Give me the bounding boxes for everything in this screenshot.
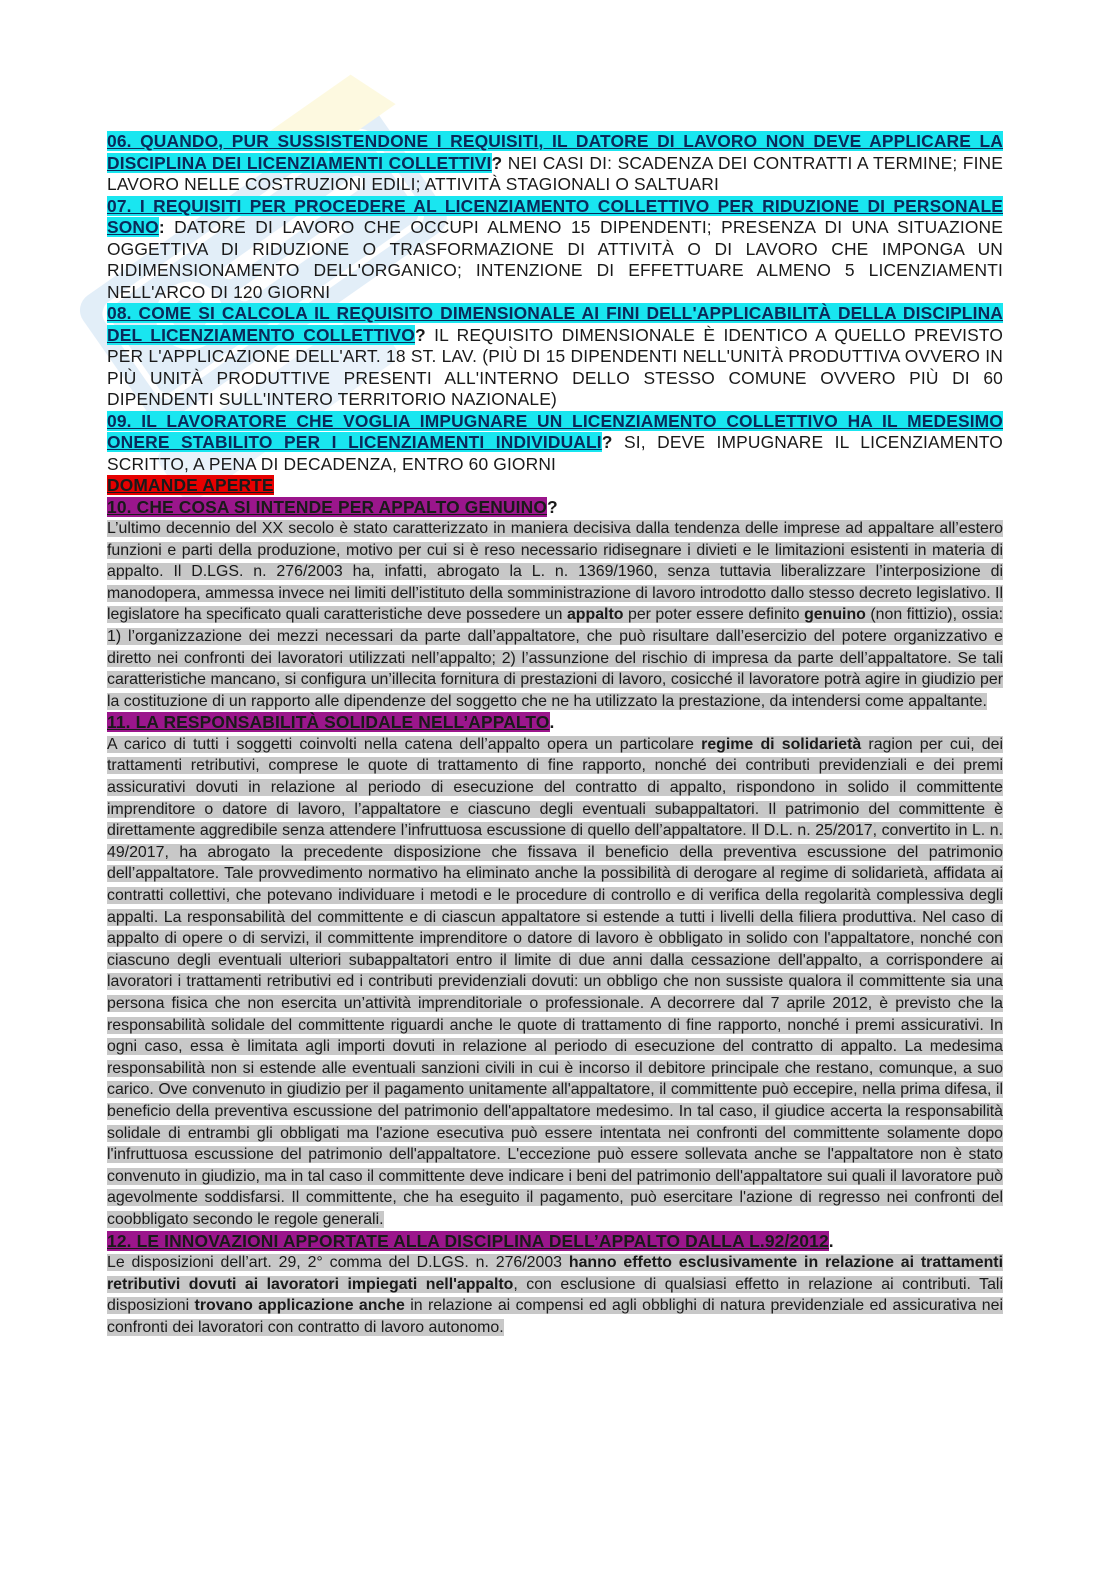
question-10-mark: ?	[547, 496, 558, 517]
question-11-mark: .	[549, 712, 555, 733]
answer-11-bold-regime: regime di solidarietà	[701, 735, 862, 753]
question-08-mark: ?	[414, 324, 426, 345]
answer-07: DATORE DI LAVORO CHE OCCUPI ALMENO 15 DIPENDENTI; PRESENZA DI UNA SITUAZIONE OGGETTIVA DI RIDUZIONE O TRASFORMAZIONE DI ATTIVITÀ O DI LAVORO CHE IMPONGA UN RIDIMENSIONAMENTO DELL'ORGANICO; INTENZIONE DI EFFETTUARE ALMENO 5 LICENZIAMENTI NELL'ARCO DI 120 GIORNI	[107, 217, 1003, 302]
question-12-mark: .	[828, 1230, 834, 1251]
answer-10	[107, 518, 1003, 712]
qa-item-09	[107, 411, 1003, 476]
question-10-row	[107, 497, 1003, 519]
answer-11-text: A carico di tutti i soggetti coinvolti nella catena dell’appalto opera un particolare regime di solidarietà ragion per cui, dei trattamenti retributivi, comprese le quote di trattamento di fine rapporto, nonché dei contributi previdenziali e dei premi assicurativi dovuti in relazione al periodo di esecuzione del contratto di appalto, rispondono in solido il committente imprenditore o datore di lavoro, l’appaltatore e ciascuno degli eventuali subappaltatori. Il patrimonio del committente è direttamente aggredibile senza attendere l’infruttuosa escussione di quello dell’appaltatore. Il D.L. n. 25/2017, convertito in L. n. 49/2017, ha abrogato la precedente disposizione che fissava il beneficio della preventiva escussione del patrimonio dell’appaltatore. Tale provvedimento normativo ha eliminato anche la possibilità di derogare al regime di solidarietà, affidata ai contratti collettivi, che potevano individuare i metodi e le procedure di controllo e di verifica della regolarità complessiva degli appalti. La responsabilità del committente e di ciascun appaltatore si estende a tutti i livelli della filiera produttiva. Nel caso di appalto di opere o di servizi, il committente imprenditore o datore di lavoro è obbligato in solido con l'appaltatore, nonché con ciascuno degli eventuali ulteriori subappaltatori entro il limite di due anni dalla cessazione dell'appalto, a corrispondere ai lavoratori i trattamenti retributivi ed i contributi previdenziali dovuti: un obbligo che non sussiste qualora il committente sia una persona fisica che non esercita un’attività imprenditoriale o professionale. A decorrere dal 7 aprile 2012, è previsto che la responsabilità solidale del committente riguardi anche le quote di trattamento di fine rapporto, nonché i premi assicurativi. In ogni caso, essa è limitata agli importi dovuti in relazione al periodo di esecuzione del contratto di appalto. La medesima responsabilità non si estende alle eventuali sanzioni civili in cui è incorso il debitore principale che restano, comunque, a suo carico. Ove convenuto in giudizio per il pagamento unitamente all'appaltatore, il committente può eccepire, nella prima difesa, il beneficio della preventiva escussione del patrimonio dell'appaltatore medesimo. In tal caso, il giudice accerta la responsabilità solidale di entrambi gli obbligati ma l'azione esecutiva può essere intentata nei confronti del committente solamente dopo l'infruttuosa escussione del patrimonio dell'appaltatore. L'eccezione può essere sollevata anche se l'appaltatore non è stato convenuto in giudizio, ma in tal caso il committente deve indicare i beni del patrimonio dell'appaltatore sui quali il lavoratore può agevolmente soddisfarsi. Il committente, che ha eseguito il pagamento, può esercitare l'azione di regresso nei confronti del coobbligato secondo le regole generali.	[107, 735, 1004, 1228]
question-07-mark: :	[158, 217, 165, 237]
answer-12	[107, 1252, 1003, 1338]
qa-item-07	[107, 196, 1003, 304]
question-12-row	[107, 1231, 1003, 1253]
answer-10-text: L’ultimo decennio del XX secolo è stato caratterizzato in maniera decisiva dalla tendenza delle imprese ad appaltare all’estero funzioni e parti della produzione, motivo per cui si è reso necessario ridisegnare i divieti e le limitazioni esistenti in materia di appalto. Il D.LGS. n. 276/2003 ha, infatti, abrogato la L. n. 1369/1960, senza tuttavia liberalizzare l’interposizione di manodopera, ammessa invece nei limiti dell’istituto della somministrazione di lavoro introdotto dallo stesso decreto legislativo. Il legislatore ha specificato quali caratteristiche deve possedere un appalto per poter essere definito genuino (non fittizio), ossia: 1) l’organizzazione dei mezzi necessari da parte dall’appaltatore, che può risultare dall’esercizio del potere organizzativo e diretto nei confronti dei lavoratori utilizzati nell’appalto; 2) l’assunzione del rischio di impresa da parte dell’appaltatore. Se tali caratteristiche mancano, si configura un’illecita fornitura di prestazioni di lavoro, cosicché il lavoratore potrà agire in giudizio per la costituzione di un rapporto alle dipendenze del soggetto che ne ha utilizzato la prestazione, da intendersi come appaltante.	[107, 520, 1003, 710]
qa-item-08	[107, 303, 1003, 411]
question-10-title: 10. CHE COSA SI INTENDE PER APPALTO GENUINO	[107, 496, 547, 517]
question-06-mark: ?	[491, 152, 503, 173]
answer-12-bold-effetto: hanno effetto esclusivamente in relazione ai trattamenti retributivi dovuti ai lavoratori impiegati nell'appalto	[107, 1254, 1003, 1293]
question-11-title: 11. LA RESPONSABILITÀ SOLIDALE NELL’APPALTO	[107, 712, 550, 733]
answer-12-text: Le disposizioni dell’art. 29, 2° comma del D.LGS. n. 276/2003 hanno effetto esclusivamente in relazione ai trattamenti retributivi dovuti ai lavoratori impiegati nell'appalto, con esclusione di qualsiasi effetto in relazione ai contributi. Tali disposizioni trovano applicazione anche in relazione ai compensi ed agli obblighi di natura previdenziale ed assicurativa nei confronti dei lavoratori con contratto di lavoro autonomo.	[107, 1254, 1003, 1336]
question-06: 06. QUANDO, PUR SUSSISTENDONE I REQUISITI, IL DATORE DI LAVORO NON DEVE APPLICARE LA DISCIPLINA DEI LICENZIAMENTI COLLETTIVI	[107, 131, 1003, 173]
question-07: 07. I REQUISITI PER PROCEDERE AL LICENZIAMENTO COLLETTIVO PER RIDUZIONE DI PERSONALE SONO	[107, 195, 1003, 237]
question-11-row	[107, 712, 1003, 734]
qa-item-06	[107, 131, 1003, 196]
question-08: 08. COME SI CALCOLA IL REQUISITO DIMENSIONALE AI FINI DELL'APPLICABILITÀ DELLA DISCIPLINA DEL LICENZIAMENTO COLLETTIVO	[107, 303, 1003, 345]
document-body	[107, 131, 1003, 1338]
question-09: 09. IL LAVORATORE CHE VOGLIA IMPUGNARE UN LICENZIAMENTO COLLETTIVO HA IL MEDESIMO ONERE STABILITO PER I LICENZIAMENTI INDIVIDUALI	[107, 410, 1003, 452]
answer-08: IL REQUISITO DIMENSIONALE È IDENTICO A QUELLO PREVISTO PER L'APPLICAZIONE DELL'ART. 18 ST. LAV. (PIÙ DI 15 DIPENDENTI NELL'UNITÀ PRODUTTIVA OVVERO IN PIÙ UNITÀ PRODUTTIVE PRESENTI ALL'INTERNO DELLO STESSO COMUNE OVVERO PIÙ DI 60 DIPENDENTI SULL'INTERO TERRITORIO NAZIONALE)	[107, 324, 1003, 409]
answer-12-bold-trovano: trovano applicazione anche	[194, 1297, 405, 1315]
question-09-mark: ?	[601, 432, 613, 452]
open-questions-heading: DOMANDE APERTE	[107, 475, 274, 495]
answer-06: NEI CASI DI: SCADENZA DEI CONTRATTI A TERMINE; FINE LAVORO NELLE COSTRUZIONI EDILI; ATTIVITÀ STAGIONALI O SALTUARI	[107, 152, 1004, 194]
answer-10-bold-appalto: appalto	[566, 606, 624, 624]
answer-11	[107, 734, 1003, 1231]
open-questions-heading-row	[107, 475, 1003, 497]
answer-09: SI, DEVE IMPUGNARE IL LICENZIAMENTO SCRITTO, A PENA DI DECADENZA, ENTRO 60 GIORNI	[107, 432, 1003, 474]
answer-10-bold-genuino: genuino	[804, 606, 866, 624]
question-12-title: 12. LE INNOVAZIONI APPORTATE ALLA DISCIPLINA DELL’APPALTO DALLA L.92/2012	[107, 1230, 829, 1251]
